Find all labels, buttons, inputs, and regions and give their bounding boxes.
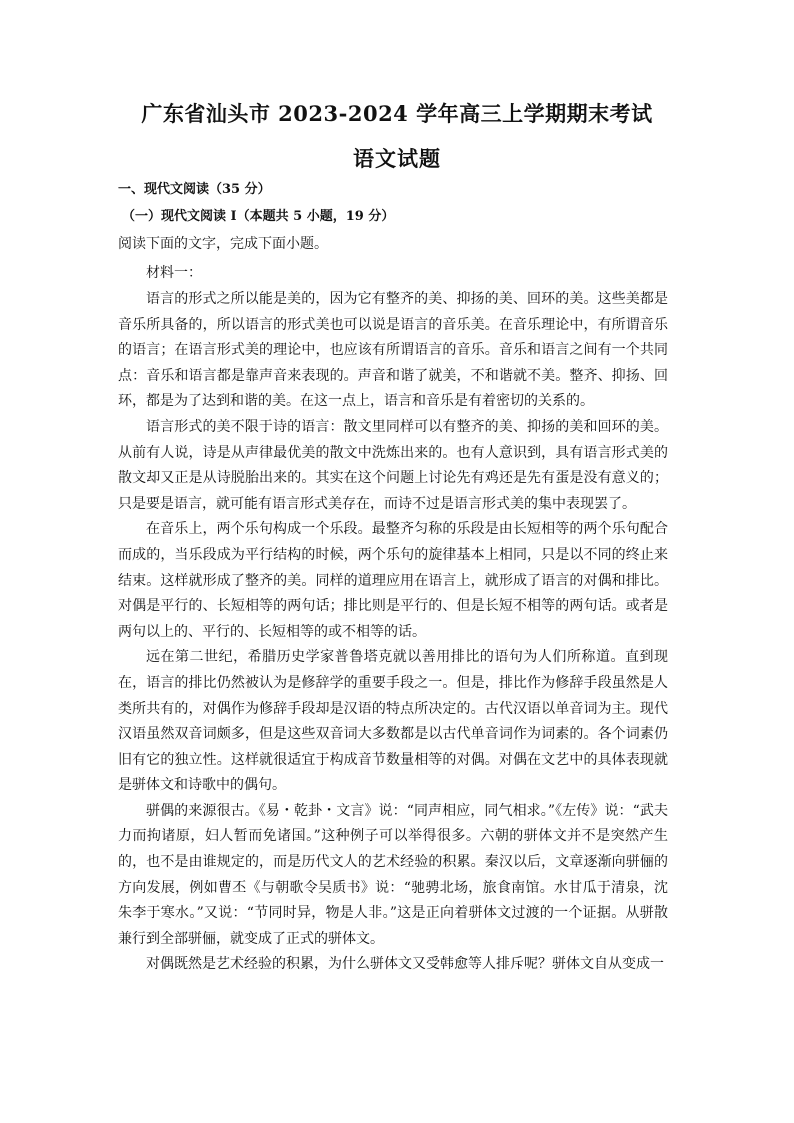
passage-paragraph-3: 在音乐上，两个乐句构成一个乐段。最整齐匀称的乐段是由长短相等的两个乐句配合而成的，当乐段成为平行结构的时候，两个乐句的旋律基本上相同，只是以不同的终止来结束。这样就形成了整齐的美。同样的道理应用在语言上，就形成了语言的对偶和排比。对偶是平行的、长短相等的两句话；排比则是平行的、但是长短不相等的两句话。或者是两句以上的、平行的、长短相等的或不相等的话。 <box>118 521 668 640</box>
passage-body <box>118 287 668 978</box>
section-heading: 一、现代文阅读（35 分） <box>118 182 271 197</box>
document-subtitle: 语文试题 <box>353 146 441 171</box>
reading-instruction: 阅读下面的文字，完成下面小题。 <box>118 236 328 252</box>
passage-paragraph-2: 语言形式的美不限于诗的语言：散文里同样可以有整齐的美、抑扬的美和回环的美。从前有人说，诗是从声律最优美的散文中洗炼出来的。也有人意识到，具有语言形式美的散文却又正是从诗脱胎出来的。其实在这个问题上讨论先有鸡还是先有蛋是没有意义的；只是要是语言，就可能有语言形式美存在，而诗不过是语言形式美的集中表现罢了。 <box>118 418 668 512</box>
passage-paragraph-5: 骈偶的来源很古。《易・乾卦・文言》说：“同声相应，同气相求。”《左传》说：“武夫力而拘诸原，妇人暂而免诸国。”这种例子可以举得很多。六朝的骈体文并不是突然产生的，也不是由谁规定的，而是历代文人的艺术经验的积累。秦汉以后，文章逐渐向骈俪的方向发展，例如曹丕《与朝歌令吴质书》说：“驰骋北场，旅食南馆。水甘瓜于清泉，沈朱李于寒水。”又说：“节同时异，物是人非。”这是正向着骈体文过渡的一个证据。从骈散兼行到全部骈俪，就变成了正式的骈体文。 <box>118 802 668 947</box>
passage-paragraph-6: 对偶既然是艺术经验的积累，为什么骈体文又受韩愈等人排斥呢？骈体文自从变成一 <box>146 956 664 973</box>
document-title: 广东省汕头市 2023-2024 学年高三上学期期末考试 <box>141 101 653 126</box>
material-label: 材料一： <box>146 265 202 281</box>
passage-paragraph-1: 语言的形式之所以能是美的，因为它有整齐的美、抑扬的美、回环的美。这些美都是音乐所具备的，所以语言的形式美也可以说是语言的音乐美。在音乐理论中，有所谓音乐的语言；在语言形式美的理论中，也应该有所谓语言的音乐。音乐和语言之间有一个共同点：音乐和语言都是靠声音来表现的。声音和谐了就美，不和谐就不美。整齐、抑扬、回环，都是为了达到和谐的美。在这一点上，语言和音乐是有着密切的关系的。 <box>118 291 668 410</box>
passage-paragraph-4: 远在第二世纪，希腊历史学家普鲁塔克就以善用排比的语句为人们所称道。直到现在，语言的排比仍然被认为是修辞学的重要手段之一。但是，排比作为修辞手段虽然是人类所共有的，对偶作为修辞手段却是汉语的特点所决定的。古代汉语以单音词为主。现代汉语虽然双音词颇多，但是这些双音词大多数都是以古代单音词作为词素的。各个词素仍旧有它的独立性。这样就很适宜于构成音节数量相等的对偶。对偶在文艺中的具体表现就是骈体文和诗歌中的偶句。 <box>118 649 668 794</box>
subsection-heading: （一）现代文阅读 I（本题共 5 小题，19 分） <box>122 209 395 224</box>
